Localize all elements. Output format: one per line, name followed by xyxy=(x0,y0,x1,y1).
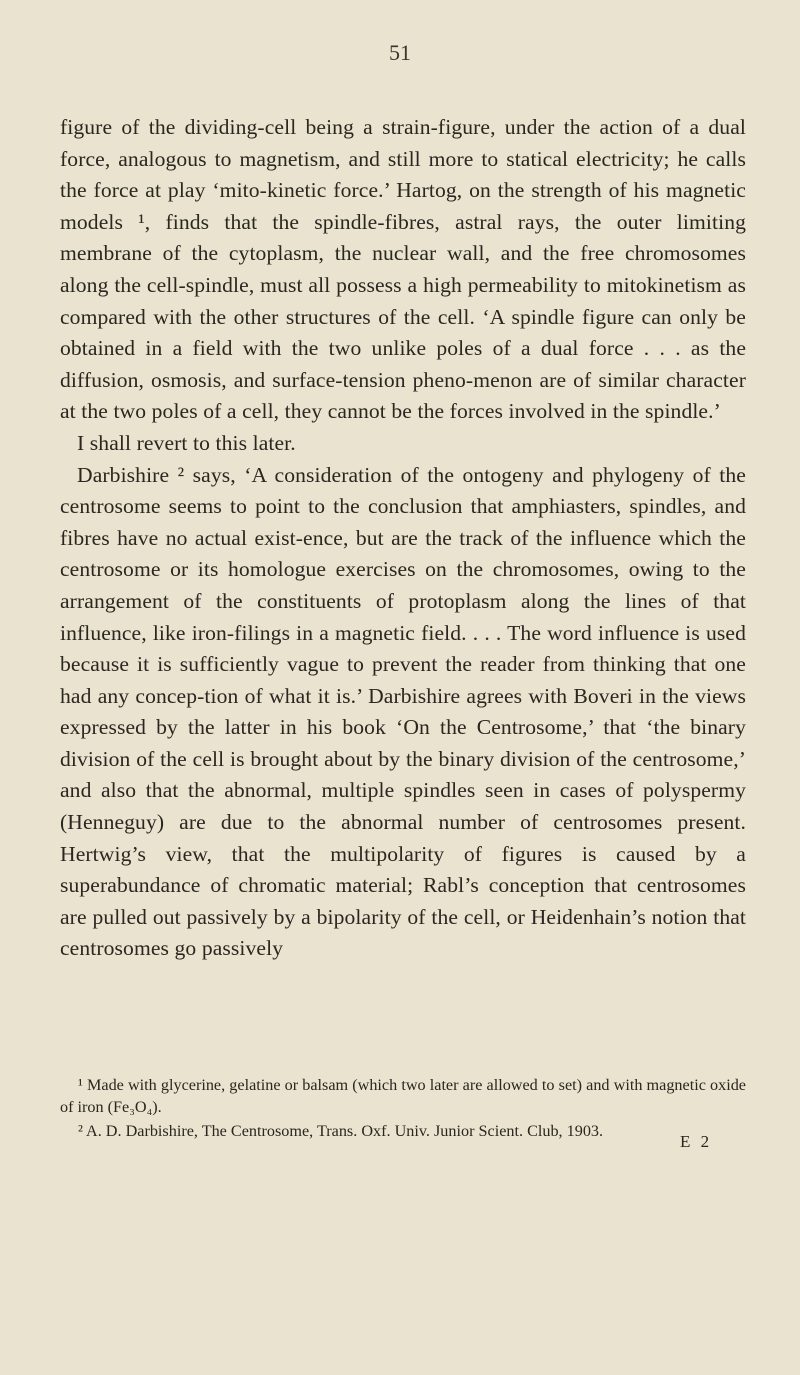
paragraph-2: I shall revert to this later. xyxy=(77,430,296,455)
paragraph-1: figure of the dividing-cell being a strain-figure, under the action of a dual force, analogous to magnetism, and still more to statical electricity; he calls the force at play ‘mito-kinetic force.’ Hartog, on the strength of his magnetic models ¹, finds that the spindle-fibres, astral rays, the outer limiting membrane of the cytoplasm, the nuclear wall, and the free chromosomes along the cell-spindle, must all possess a high permeability to mitokinetism as compared with the other structures of the cell. ‘A spindle figure can only be obtained in a field with the two unlike poles of a dual force . . . as the diffusion, osmosis, and surface-tension pheno-menon are of similar character at the two poles of a cell, they cannot be the forces involved in the spindle.’ xyxy=(60,115,746,424)
page-number: 51 xyxy=(389,40,411,65)
body-text xyxy=(60,112,746,965)
footnote-1: ¹ Made with glycerine, gelatine or balsam (which two later are allowed to set) and with magnetic oxide of iron (Fe₃O₄). xyxy=(60,1076,746,1116)
paragraph-3: Darbishire ² says, ‘A consideration of the ontogeny and phylogeny of the centrosome seems to point to the conclusion that amphiasters, spindles, and fibres have no actual exist-ence, but are the track of the influence which the centrosome or its homologue exercises on the chromosomes, owing to the arrangement of the constituents of protoplasm along the lines of that influence, like iron-filings in a magnetic field. . . . The word influence is used because it is sufficiently vague to prevent the reader from thinking that one had any concep-tion of what it is.’ Darbishire agrees with Boveri in the views expressed by the latter in his book ‘On the Centrosome,’ that ‘the binary division of the cell is brought about by the binary division of the centrosome,’ and also that the abnormal, multiple spindles seen in cases of polyspermy (Henneguy) are due to the abnormal number of centrosomes present. Hertwig’s view, that the multipolarity of figures is caused by a superabundance of chromatic material; Rabl’s conception that centrosomes are pulled out passively by a bipolarity of the cell, or Heidenhain’s notion that centrosomes go passively xyxy=(60,462,746,961)
footnotes xyxy=(60,1074,746,1142)
footnote-2: ² A. D. Darbishire, The Centrosome, Trans. Oxf. Univ. Junior Scient. Club, 1903. xyxy=(78,1122,604,1140)
signature-mark: E 2 xyxy=(680,1132,713,1151)
